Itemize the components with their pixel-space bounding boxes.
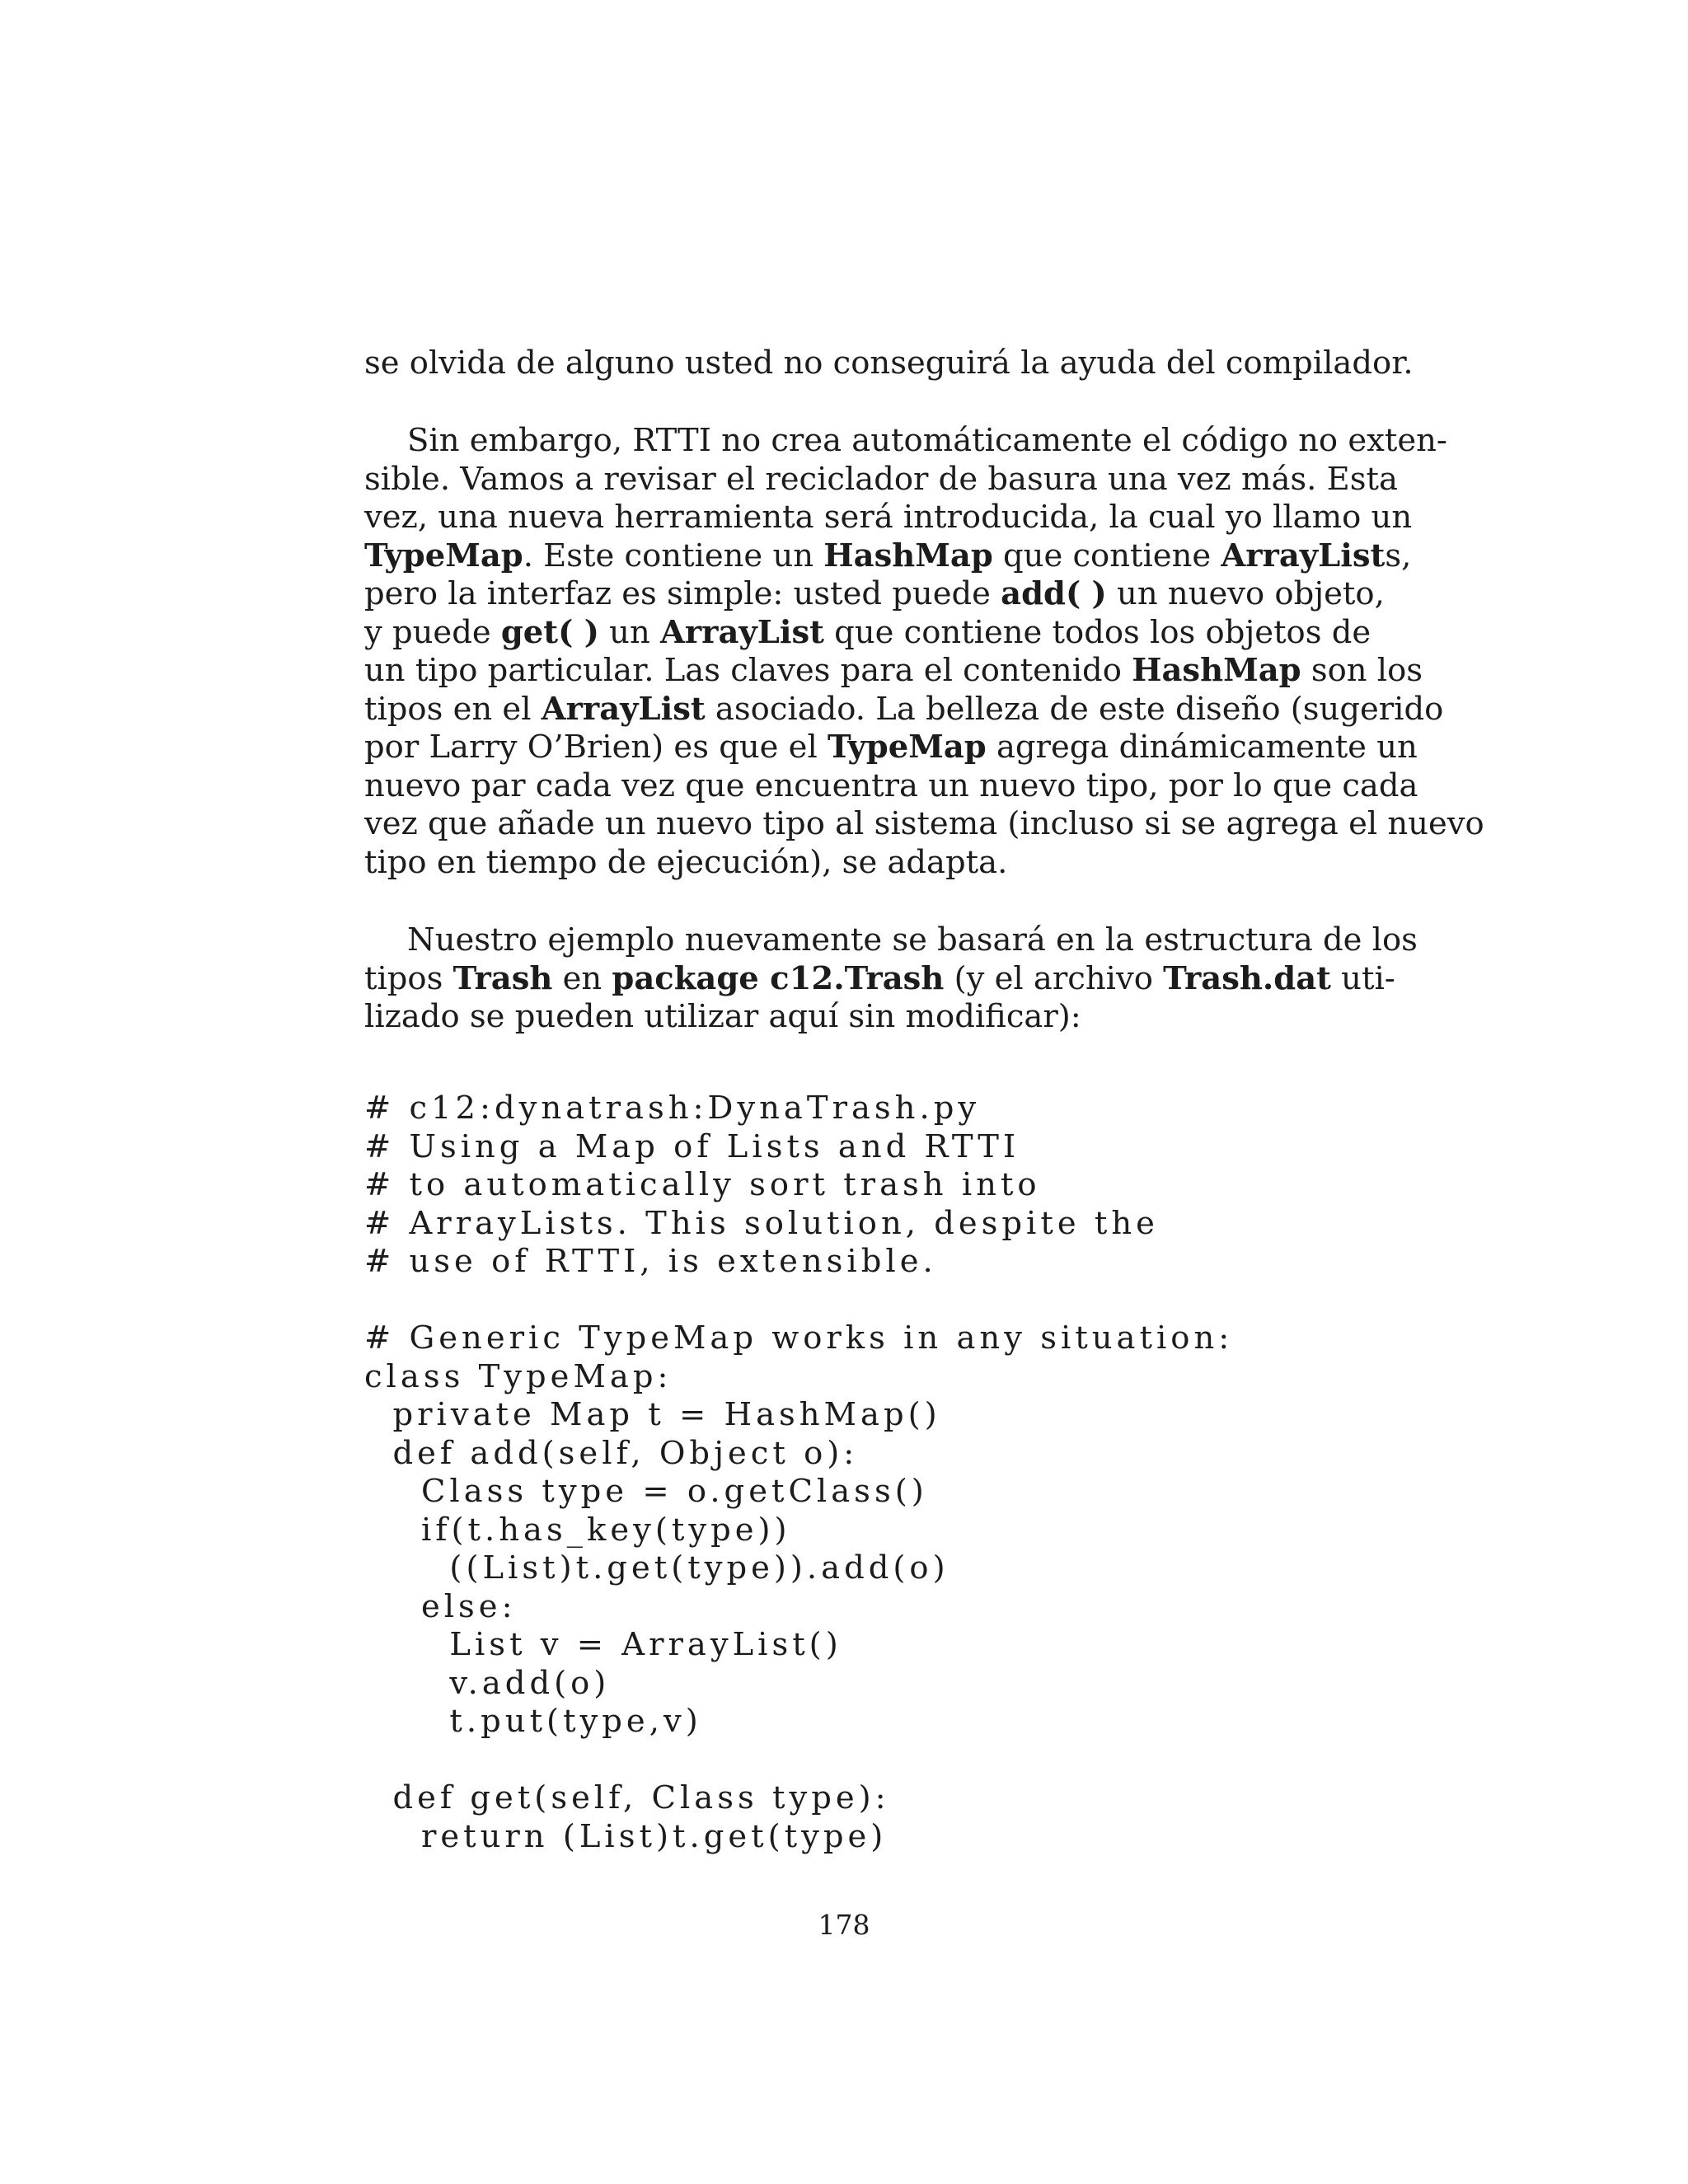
text-run: tipo en tiempo de ejecución), se adapta. <box>364 843 1008 881</box>
code-line: def get(self, Class type): <box>392 1779 890 1816</box>
bold-term: ArrayList <box>541 690 706 728</box>
paragraph-line <box>364 422 1447 461</box>
paragraph-line <box>364 805 1484 844</box>
text-run: un nuevo objeto, <box>1106 575 1385 612</box>
paragraph-line <box>364 613 1372 653</box>
code-line: # Generic TypeMap works in any situation: <box>364 1319 1234 1357</box>
code-line: # Using a Map of Lists and RTTI <box>364 1127 1020 1165</box>
text-run: y puede <box>364 613 501 651</box>
bold-term: Trash <box>452 959 553 997</box>
paragraph-line <box>364 690 1444 729</box>
bold-term: HashMap <box>1132 652 1301 689</box>
bold-term: TypeMap <box>828 729 987 766</box>
code-line: if(t.has_key(type)) <box>420 1511 791 1549</box>
paragraph-line <box>364 575 1385 614</box>
code-line: v.add(o) <box>449 1664 611 1702</box>
paragraph-line <box>364 998 1317 1037</box>
code-line: def add(self, Object o): <box>392 1434 859 1472</box>
code-line: private Map t = HashMap() <box>392 1396 941 1433</box>
text-run: pero la interfaz es simple: usted puede <box>364 575 1001 612</box>
paragraph-line <box>364 729 1418 767</box>
bold-term: add( ) <box>1001 575 1107 612</box>
code-line: List v = ArrayList() <box>449 1626 842 1663</box>
text-run: lizado se pueden utilizar aquí sin modificar): <box>364 998 1081 1035</box>
paragraph-rtti-typemap <box>364 422 1484 882</box>
paragraph-line <box>364 460 1398 499</box>
paragraph-line <box>364 537 1412 576</box>
text-run: en <box>552 959 612 997</box>
page-number: 178 <box>818 1909 870 1941</box>
paragraph-line: se olvida de alguno usted no conseguirá la ayuda del compilador. <box>364 344 1414 382</box>
code-line: # to automatically sort trash into <box>364 1166 1041 1203</box>
text-run: tipos en el <box>364 690 542 728</box>
code-line: # use of RTTI, is extensible. <box>364 1243 937 1280</box>
code-line: ((List)t.get(type)).add(o) <box>449 1549 950 1586</box>
text-run: Nuestro ejemplo nuevamente se basará en la estructura de los <box>407 921 1418 958</box>
paragraph-line <box>364 652 1423 691</box>
code-line: # c12:dynatrash:DynaTrash.py <box>364 1090 981 1127</box>
code-line: Class type = o.getClass() <box>420 1473 928 1510</box>
paragraph-line <box>364 766 1418 806</box>
text-run: un <box>598 613 661 651</box>
text-run: agrega dinámicamente un <box>986 729 1418 766</box>
paragraph-line <box>364 844 1317 883</box>
text-run: Sin embargo, RTTI no crea automáticamente el código no exten- <box>407 422 1447 459</box>
text-run: que contiene todos los objetos de <box>823 613 1372 651</box>
code-line: return (List)t.get(type) <box>420 1817 888 1855</box>
code-line: else: <box>420 1587 517 1625</box>
bold-term: Trash.dat <box>1163 959 1331 997</box>
text-run: que contiene <box>992 537 1221 574</box>
text-run: vez, una nueva herramienta será introducida, la cual yo llamo un <box>364 499 1413 536</box>
paragraph-continuation <box>364 344 1414 383</box>
code-line: t.put(type,v) <box>449 1703 702 1740</box>
paragraph-example-intro <box>364 921 1418 1037</box>
paragraph-line <box>364 959 1395 999</box>
text-run: (y el archivo <box>944 959 1164 997</box>
text-run: asociado. La belleza de este diseño (sugerido <box>705 690 1444 728</box>
bold-term: HashMap <box>823 537 993 574</box>
text-run: s, <box>1385 537 1412 574</box>
text-run: uti- <box>1330 959 1395 997</box>
bold-term: ArrayList <box>660 613 824 651</box>
text-run: son los <box>1301 652 1423 689</box>
text-run: tipos <box>364 959 453 997</box>
code-line: class TypeMap: <box>364 1357 673 1395</box>
bold-term: ArrayList <box>1221 537 1386 574</box>
code-line: # ArrayLists. This solution, despite the <box>364 1204 1159 1242</box>
paragraph-line <box>364 499 1413 537</box>
paragraph-line <box>364 921 1418 960</box>
text-run: por Larry O’Brien) es que el <box>364 729 828 766</box>
text-run: nuevo par cada vez que encuentra un nuevo tipo, por lo que cada <box>364 766 1418 804</box>
bold-term: TypeMap <box>364 537 523 574</box>
text-run: vez que añade un nuevo tipo al sistema (incluso si se agrega el nuevo <box>364 805 1484 842</box>
code-listing <box>364 1090 1233 1856</box>
bold-term: package c12.Trash <box>612 959 945 997</box>
text-run: sible. Vamos a revisar el reciclador de basura una vez más. Esta <box>364 460 1398 498</box>
text-run: un tipo particular. Las claves para el contenido <box>364 652 1132 689</box>
text-run: . Este contiene un <box>523 537 824 574</box>
bold-term: get( ) <box>500 613 599 651</box>
